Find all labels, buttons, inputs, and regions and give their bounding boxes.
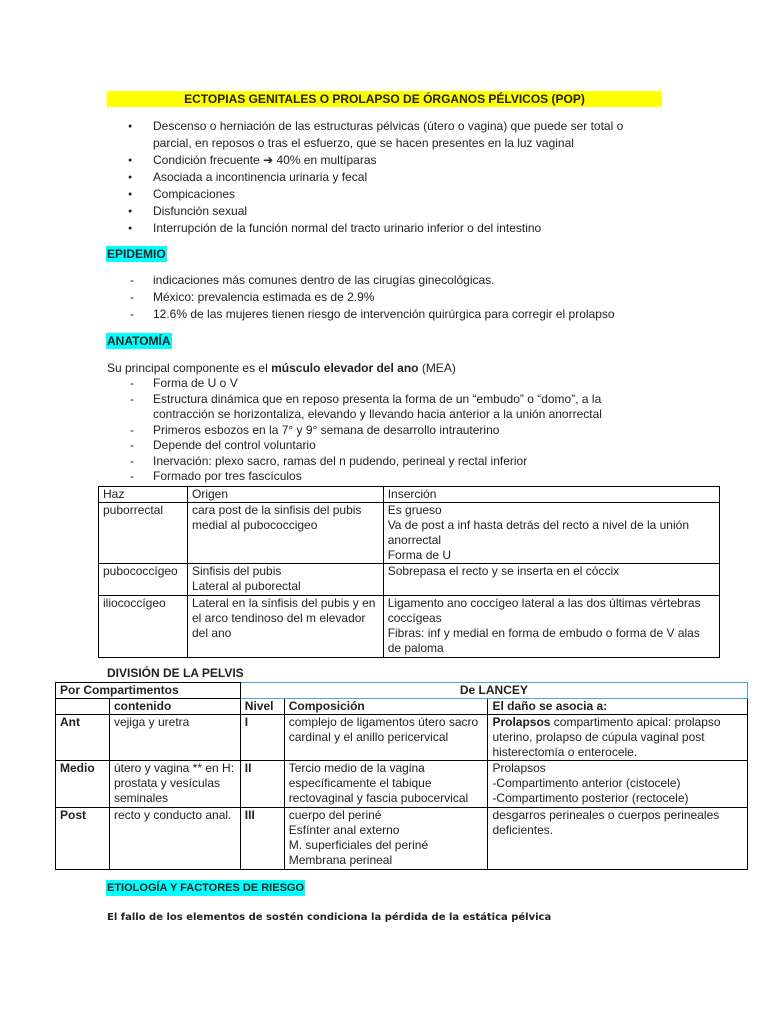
table-cell: II: [240, 761, 284, 808]
table-cell: Sinfisis del pubis Lateral al puborectal: [187, 564, 383, 596]
dano-bold: Prolapsos: [492, 715, 551, 729]
table-cell: Ant: [56, 715, 110, 761]
list-item: ● Condición frecuente ➔ 40% en multíparas: [108, 152, 638, 169]
table-header-row: [99, 487, 720, 503]
intro-bullet-list: [108, 118, 638, 237]
table-cell: pubococcígeo: [99, 564, 188, 596]
table-cell: Prolapsos -Compartimento anterior (cistocele) -Compartimento posterior (rectocele): [488, 761, 748, 808]
muscle-bundle-table: [98, 486, 720, 658]
table-cell: I: [240, 715, 284, 761]
table-cell: complejo de ligamentos útero sacro cardinal y el anillo pericervical: [284, 715, 488, 761]
table-cell: cara post de la sinfisis del pubis medial al pubococcigeo: [187, 503, 383, 564]
table-cell: Medio: [56, 761, 110, 808]
table-row: [99, 564, 720, 596]
table-cell: vejiga y uretra: [109, 715, 240, 761]
table-cell: Ligamento ano coccígeo lateral a las dos últimas vértebras coccígeas Fibras: inf y medial en forma de embudo o forma de V alas de paloma: [383, 596, 719, 658]
group-header-compartimentos: Por Compartimentos: [56, 683, 241, 699]
list-item: ● Descenso o herniación de las estructuras pélvicas (útero o vagina) que puede ser total o parcial, en reposos o tras el esfuerzo, que se hacen presentes en la luz vaginal: [108, 118, 638, 152]
anatomia-list: [108, 376, 638, 485]
list-item: - Primeros esbozos en la 7° y 9° semana de desarrollo intrauterino: [108, 423, 638, 439]
table-header-cell: Origen: [187, 487, 383, 503]
table-cell: [488, 715, 748, 761]
list-item: - indicaciones más comunes dentro de las cirugías ginecológicas.: [108, 272, 708, 289]
list-item: - México: prevalencia estimada es de 2.9%: [108, 289, 708, 306]
list-item: ● Disfunción sexual: [108, 203, 638, 220]
table-cell: Tercio medio de la vagina específicamente el tabique rectovaginal y fascia pubocervical: [284, 761, 488, 808]
list-item: ● Interrupción de la función normal del tracto urinario inferior o del intestino: [108, 220, 638, 237]
table-row: [56, 808, 748, 870]
section-heading-epidemio: EPIDEMIO: [107, 247, 166, 261]
table-header-cell: [56, 699, 110, 715]
group-header-lancey: De LANCEY: [240, 683, 747, 699]
table-header-row: [56, 699, 748, 715]
table-cell: Lateral en la sínfisis del pubis y en el arco tendinoso del m elevador del ano: [187, 596, 383, 658]
pelvis-division-table: [55, 682, 748, 870]
table-cell: Sobrepasa el recto y se inserta en el cóccix: [383, 564, 719, 596]
table-cell: puborrectal: [99, 503, 188, 564]
table-cell: III: [240, 808, 284, 870]
table-header-cell: contenido: [109, 699, 240, 715]
epidemio-list: [108, 272, 708, 323]
table-header-cell: Inserción: [383, 487, 719, 503]
list-item: - Formado por tres fascículos: [108, 469, 638, 485]
table-row: [99, 503, 720, 564]
table-row: [56, 715, 748, 761]
table-cell: cuerpo del periné Esfínter anal externo M. superficiales del periné Membrana perineal: [284, 808, 488, 870]
document-title: ECTOPIAS GENITALES O PROLAPSO DE ÓRGANOS PÉLVICOS (POP): [107, 91, 662, 107]
list-item: ● Asociada a incontinencia urinaria y fecal: [108, 169, 638, 186]
dano-text: compartimento apical: prolapso uterino, prolapso de cúpula vaginal post histerectomía o enterocele.: [492, 715, 721, 759]
table-cell: desgarros perineales o cuerpos perineales deficientes.: [488, 808, 748, 870]
table-header-cell: Nivel: [240, 699, 284, 715]
list-item: - Depende del control voluntario: [108, 438, 638, 454]
anatomia-intro-post: (MEA): [418, 361, 456, 375]
list-item: ● Compicaciones: [108, 186, 638, 203]
table-cell: útero y vagina ** en H: prostata y vesículas seminales: [109, 761, 240, 808]
table-cell: Es grueso Va de post a inf hasta detrás del recto a nivel de la unión anorrectal Forma de U: [383, 503, 719, 564]
table-cell: recto y conducto anal.: [109, 808, 240, 870]
list-item: - Inervación: plexo sacro, ramas del n pudendo, perineal y rectal inferior: [108, 454, 638, 470]
table-header-cell: Composición: [284, 699, 488, 715]
table-row: [99, 596, 720, 658]
table-header-cell: El daño se asocia a:: [488, 699, 748, 715]
table-header-cell: Haz: [99, 487, 188, 503]
anatomia-intro: [107, 360, 456, 376]
section-heading-division: DIVISIÓN DE LA PELVIS: [107, 666, 244, 680]
section-heading-etiologia: ETIOLOGÍA Y FACTORES DE RIESGO: [107, 882, 305, 894]
list-item: - Estructura dinámica que en reposo presenta la forma de un “embudo” o “domo”, a la contracción se horizontaliza, elevando y llevando hacia anterior a la unión anorrectal: [108, 392, 638, 423]
list-item: - Forma de U o V: [108, 376, 638, 392]
table-group-header-row: [56, 683, 748, 699]
section-heading-anatomia: ANATOMÍA: [107, 334, 171, 348]
etiologia-text: El fallo de los elementos de sostén condiciona la pérdida de la estática pélvica: [107, 912, 552, 923]
table-cell: iliococcígeo: [99, 596, 188, 658]
table-row: [56, 761, 748, 808]
list-item: - 12.6% de las mujeres tienen riesgo de intervención quirúrgica para corregir el prolapso: [108, 306, 708, 323]
anatomia-intro-bold: músculo elevador del ano: [271, 361, 419, 375]
table-cell: Post: [56, 808, 110, 870]
anatomia-intro-pre: Su principal componente es el: [107, 361, 272, 375]
